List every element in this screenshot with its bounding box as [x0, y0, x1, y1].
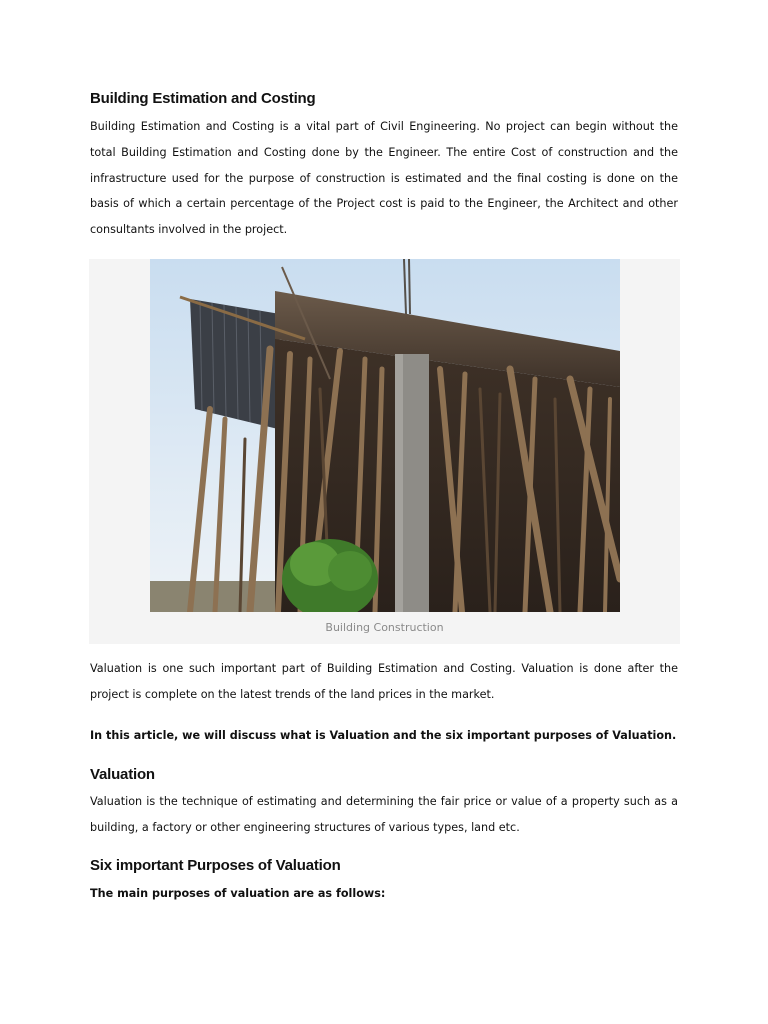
purposes-lead: The main purposes of valuation are as follows:	[90, 887, 386, 900]
figure	[89, 259, 680, 644]
article-statement: In this article, we will discuss what is Valuation and the six important purposes of Valuation.	[90, 729, 677, 742]
article-title: Building Estimation and Costing	[90, 90, 316, 107]
valuation-intro-paragraph: Valuation is one such important part of Building Estimation and Costing. Valuation is done after the project is complete on the latest trends of the land prices in the market.	[90, 662, 678, 701]
construction-photo	[150, 259, 620, 612]
intro-paragraph: Building Estimation and Costing is a vital part of Civil Engineering. No project can begin without the total Building Estimation and Costing done by the Engineer. The entire Cost of construction and the infrastructure used for the purpose of construction is estimated and the final costing is done on the basis of which a certain percentage of the Project cost is paid to the Engineer, the Architect and other consultants involved in the project.	[90, 120, 678, 237]
figure-caption: Building Construction	[325, 621, 444, 634]
valuation-definition-paragraph: Valuation is the technique of estimating and determining the fair price or value of a property such as a building, a factory or other engineering structures of various types, land etc.	[90, 795, 678, 834]
section-heading-purposes: Six important Purposes of Valuation	[90, 857, 341, 874]
section-heading-valuation: Valuation	[90, 766, 155, 783]
